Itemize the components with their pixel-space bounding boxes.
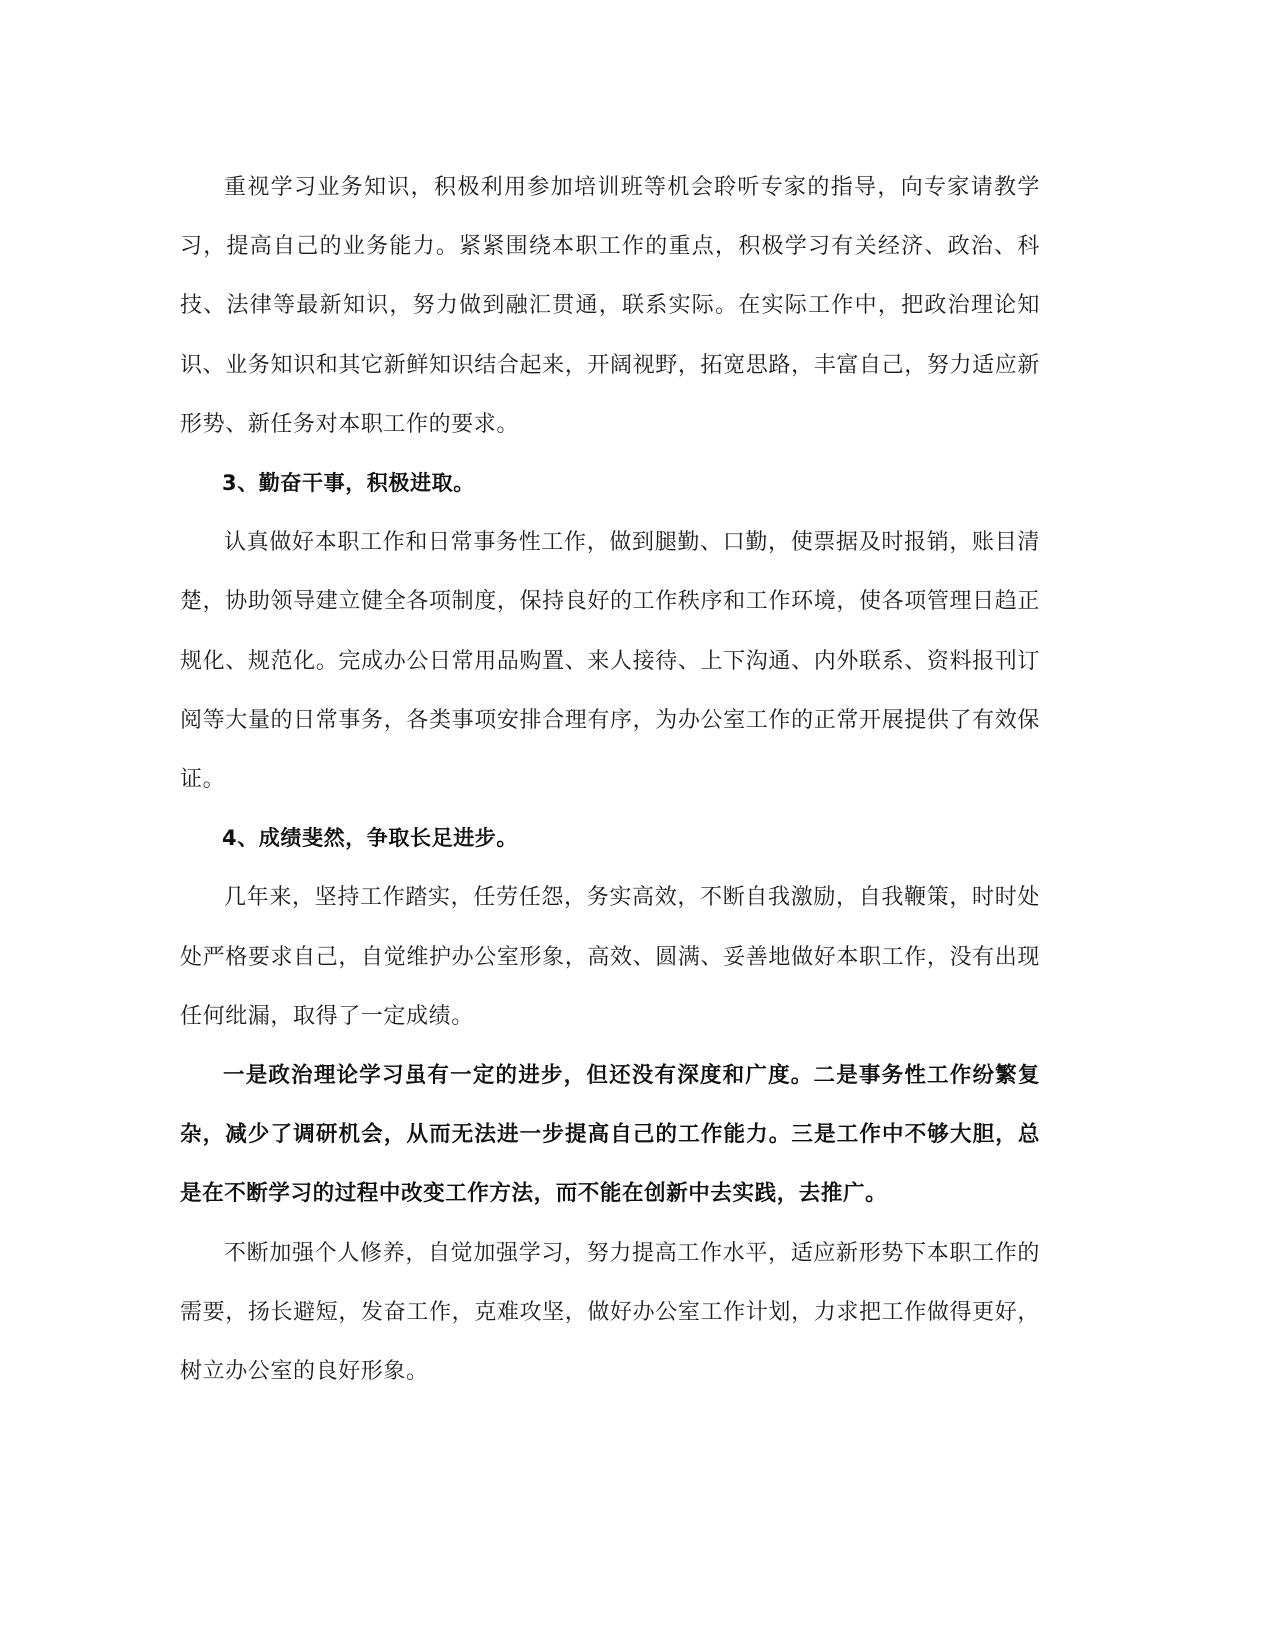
paragraph-daily-affairs: 认真做好本职工作和日常事务性工作，做到腿勤、口勤，使票据及时报销，账目清楚，协助领导建立健全各项制度，保持良好的工作秩序和工作环境，使各项管理日趋正规化、规范化。完成办公日常用品购置、来人接待、上下沟通、内外联系、资料报刊订阅等大量的日常事务，各类事项安排合理有序，为办公室工作的正常开展提供了有效保证。 <box>180 530 1040 793</box>
document-body <box>180 158 1040 1401</box>
heading-diligent-work: 3、勤奋干事，积极进取。 <box>222 471 475 496</box>
paragraph-improvement: 不断加强个人修养，自觉加强学习，努力提高工作水平，适应新形势下本职工作的需要，扬长避短，发奋工作，克难攻坚，做好办公室工作计划，力求把工作做得更好，树立办公室的良好形象。 <box>180 1240 1040 1385</box>
paragraph-years-of-work: 几年来，坚持工作踏实，任劳任怨，务实高效，不断自我激励，自我鞭策，时时处处严格要求自己，自觉维护办公室形象，高效、圆满、妥善地做好本职工作，没有出现任何纰漏，取得了一定成绩。 <box>180 885 1040 1029</box>
paragraph-shortcomings: 一是政治理论学习虽有一定的进步，但还没有深度和广度。二是事务性工作纷繁复杂，减少了调研机会，从而无法进一步提高自己的工作能力。三是工作中不够大胆，总是在不断学习的过程中改变工作方法，而不能在创新中去实践，去推广。 <box>180 1063 1040 1207</box>
heading-achievements: 4、成绩斐然，争取长足进步。 <box>222 826 519 851</box>
paragraph-study-knowledge: 重视学习业务知识，积极利用参加培训班等机会聆听专家的指导，向专家请教学习，提高自己的业务能力。紧紧围绕本职工作的重点，积极学习有关经济、政治、科技、法律等最新知识，努力做到融汇贯通，联系实际。在实际工作中，把政治理论知识、业务知识和其它新鲜知识结合起来，开阔视野，拓宽思路，丰富自己，努力适应新形势、新任务对本职工作的要求。 <box>180 175 1040 437</box>
